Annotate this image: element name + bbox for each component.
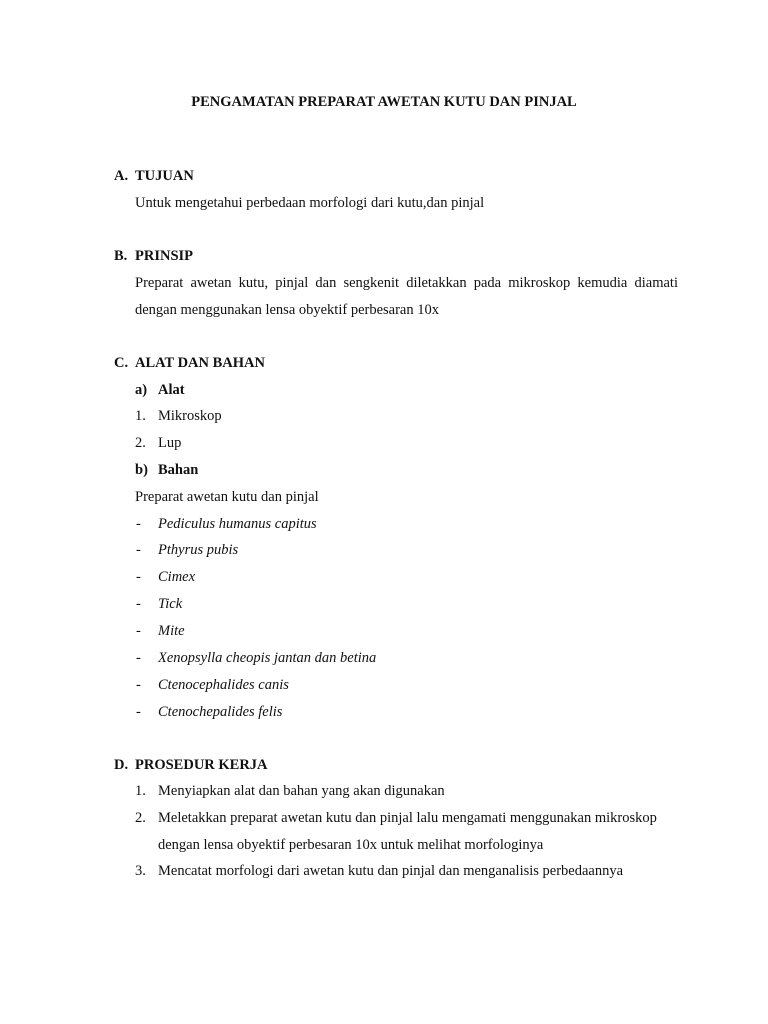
step-number: 1. xyxy=(135,783,146,799)
alat-label: Alat xyxy=(158,382,185,398)
section-b-letter: B. xyxy=(114,248,128,264)
bahan-label: Bahan xyxy=(158,462,199,478)
alat-marker: a) xyxy=(135,382,148,398)
bahan-dash: - xyxy=(136,542,141,558)
section-a-heading: TUJUAN xyxy=(135,168,194,184)
section-b-text-line2: dengan menggunakan lensa obyektif perbesaran 10x xyxy=(135,302,439,318)
section-a-letter: A. xyxy=(114,168,129,184)
alat-item-number: 2. xyxy=(135,435,146,451)
section-b-heading: PRINSIP xyxy=(135,248,194,264)
step-text: Mencatat morfologi dari awetan kutu dan pinjal dan menganalisis perbedaannya xyxy=(158,863,624,879)
bahan-item-text: Ctenocephalides canis xyxy=(158,677,289,693)
bahan-item-text: Pthyrus pubis xyxy=(158,542,239,558)
step-text: Menyiapkan alat dan bahan yang akan digunakan xyxy=(158,783,445,799)
section-d-letter: D. xyxy=(114,757,129,773)
section-a-text: Untuk mengetahui perbedaan morfologi dari kutu,dan pinjal xyxy=(135,195,485,211)
bahan-item-text: Tick xyxy=(158,596,183,612)
section-d-heading: PROSEDUR KERJA xyxy=(135,757,268,773)
bahan-dash: - xyxy=(136,596,141,612)
bahan-item-text: Mite xyxy=(158,623,185,639)
bahan-marker: b) xyxy=(135,462,148,478)
bahan-intro: Preparat awetan kutu dan pinjal xyxy=(135,489,319,505)
section-b-text-line1: Preparat awetan kutu, pinjal dan sengkenit diletakkan pada mikroskop kemudia diamati xyxy=(135,275,678,291)
section-c-heading: ALAT DAN BAHAN xyxy=(135,355,265,371)
bahan-dash: - xyxy=(136,516,141,532)
alat-item-text: Lup xyxy=(158,435,182,451)
step-number: 2. xyxy=(135,810,146,826)
alat-item-number: 1. xyxy=(135,408,146,424)
bahan-dash: - xyxy=(136,569,141,585)
alat-item-text: Mikroskop xyxy=(158,408,222,424)
step-number: 3. xyxy=(135,863,146,879)
bahan-item-text: Ctenochepalides felis xyxy=(158,704,283,720)
bahan-item-text: Pediculus humanus capitus xyxy=(158,516,317,532)
bahan-item-text: Xenopsylla cheopis jantan dan betina xyxy=(158,650,377,666)
bahan-dash: - xyxy=(136,650,141,666)
bahan-dash: - xyxy=(136,623,141,639)
page-title: PENGAMATAN PREPARAT AWETAN KUTU DAN PINJAL xyxy=(191,94,577,110)
bahan-item-text: Cimex xyxy=(158,569,196,585)
bahan-dash: - xyxy=(136,704,141,720)
step-text: Meletakkan preparat awetan kutu dan pinjal lalu mengamati menggunakan mikroskop xyxy=(158,810,657,826)
bahan-dash: - xyxy=(136,677,141,693)
section-c-letter: C. xyxy=(114,355,129,371)
step-text-continued: dengan lensa obyektif perbesaran 10x untuk melihat morfologinya xyxy=(158,837,544,853)
